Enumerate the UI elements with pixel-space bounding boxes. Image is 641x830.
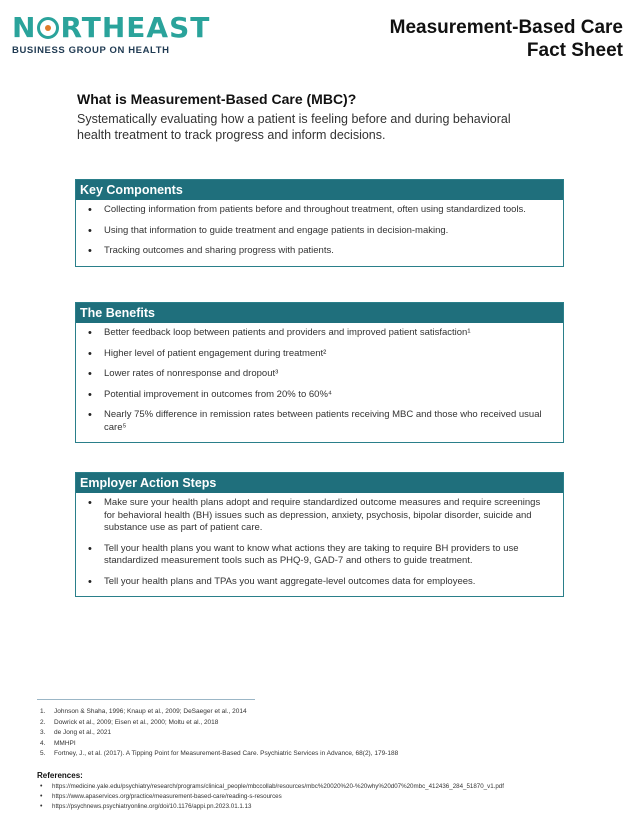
list-item: • Tell your health plans you want to know what actions they are taking to require BH providers to use standardized measurement tools such as PHQ-9, GAD-7 and others to guide treatment. [104,543,549,568]
footnote-text: Dowrick et al., 2009; Eisen et al., 2000; Moltu et al., 2018 [54,718,219,726]
list-item: • Potential improvement in outcomes from 20% to 60%⁴ [104,389,549,402]
footnote-text: MMHPI [54,739,76,747]
list-item: • Tracking outcomes and sharing progress with patients. [104,245,549,258]
list-item: • Using that information to guide treatment and engage patients in decision-making. [104,225,549,238]
reference-link[interactable]: • https://psychnews.psychiatryonline.org/doi/10.1176/appi.pn.2023.01.1.13 [40,802,504,812]
intro-question: What is Measurement-Based Care (MBC)? [77,91,357,107]
section-list [76,493,563,596]
reference-link[interactable]: • https://medicine.yale.edu/psychiatry/research/programs/clinical_people/mbccollab/resources/mbc%20020%20-%20why%20d07%20mbc_412436_284_51870_v1.pdf [40,782,504,792]
references-title: References: [37,771,83,780]
reference-link[interactable]: • https://www.apaservices.org/practice/measurement-based-care/reading-s-resources [40,792,504,802]
footnote-number: 2. [40,718,46,726]
document-title [390,16,623,62]
footnote-number: 5. [40,750,46,757]
target-dart-icon [37,17,59,39]
footnote-number: 3. [40,729,46,736]
section-employer-action-steps [75,472,564,597]
logo-subtitle: BUSINESS GROUP ON HEALTH [12,45,170,56]
logo-letter-n: N [12,11,37,44]
footnote-text: de Jong et al., 2021 [54,729,112,736]
footnote-number: 1. [40,708,46,715]
footnote [40,728,398,739]
footnote-number: 4. [40,739,46,747]
list-item: • Collecting information from patients before and throughout treatment, often using standardized tools. [104,204,549,217]
footnote [40,749,398,760]
footnote-text: Johnson & Shaha, 1996; Knaup et al., 2009; DeSaeger et al., 2014 [54,708,247,715]
section-the-benefits [75,302,564,443]
footnote [40,718,398,729]
list-item: • Lower rates of nonresponse and dropout³ [104,368,549,381]
list-item: • Tell your health plans and TPAs you want aggregate-level outcomes data for employees. [104,576,549,589]
northeast-logo [12,11,211,56]
list-item: • Better feedback loop between patients and providers and improved patient satisfaction¹ [104,327,549,340]
footnotes-list [40,707,398,760]
list-item: • Nearly 75% difference in remission rates between patients receiving MBC and those who received usual care⁵ [104,409,549,434]
section-list [76,200,563,266]
footnote [40,707,398,718]
logo-wordmark [12,11,211,44]
list-item: • Higher level of patient engagement during treatment² [104,348,549,361]
section-heading: The Benefits [76,303,563,323]
logo-letters-rtheast: RTHEAST [60,11,211,44]
footnote-divider [37,699,255,700]
references-list [40,782,504,812]
section-key-components [75,179,564,267]
section-list [76,323,563,442]
intro-answer: Systematically evaluating how a patient is feeling before and during behavioral health treatment to track progress and inform decisions. [77,112,511,142]
section-heading: Employer Action Steps [76,473,563,493]
section-heading: Key Components [76,180,563,200]
list-item: • Make sure your health plans adopt and require standardized outcome measures and require screenings for behavioral health (BH) issues such as depression, anxiety, psychosis, bipolar disorder, suicide and substance use as part of patient care. [104,497,549,535]
footnote-text: Fortney, J., et al. (2017). A Tipping Point for Measurement-Based Care. Psychiatric Services in Advance, 68(2), 179-188 [54,750,399,757]
document-title-line-2: Fact Sheet [526,40,623,61]
footnote [40,739,398,750]
document-title-line-1: Measurement-Based Care [389,17,623,38]
